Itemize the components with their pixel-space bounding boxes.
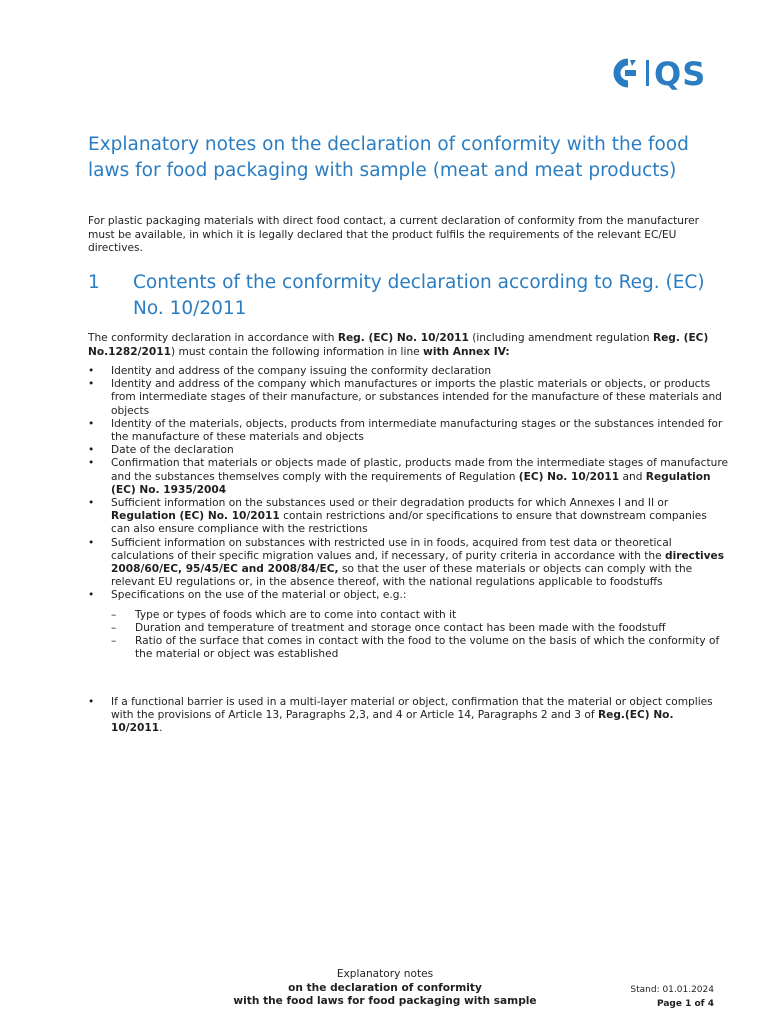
list-item: • Specifications on the use of the material or object, e.g.: – Type or types of foods which are to come into contact with it – Duration and temperature of treatment and storage once contact has been made with the foodstuff – Ratio of the surface that comes in contact with the food to the volume on the basis of which the conformity of the material or object was established <box>88 589 728 661</box>
list-item: • Sufficient information on substances with restricted use in in foods, acquired from test data or theoretical calculations of their specific migration values and, if necessary, of purity criteria in accordance with the directives 2008/60/EC, 95/45/EC and 2008/84/EC, so that the user of these materials or objects can comply with the relevant EU regulations or, in the absence thereof, with the national regulations applicable to foodstuffs <box>88 536 725 589</box>
list-item: • Confirmation that materials or objects made of plastic, products made from the intermediate stages of manufacture and the substances themselves comply with the requirements of Regulation (EC) No. 10/2011 and Regulation (EC) No. 1935/2004 <box>88 457 728 496</box>
footer-stand-date: Stand: 01.01.2024 <box>630 985 714 995</box>
intro-paragraph: For plastic packaging materials with direct food contact, a current declaration of conformity from the manufacturer must be available, in which it is legally declared that the product fulfils the requirements of the relevant EC/EU directives. <box>88 215 700 255</box>
list-item: • Sufficient information on the substances used or their degradation products for which Annexes I and II or Regulation (EC) No. 10/2011 contain restrictions and/or specifications to ensure that downstream companies can also ensure compliance with the restrictions <box>88 497 707 536</box>
list-item: • Identity and address of the company which manufactures or imports the plastic materials or objects, or products from intermediate stages of their manufacture, or substances intended for the manufacture of these materials and objects <box>88 378 722 417</box>
qs-logo-mark-icon <box>617 60 636 84</box>
section-title: Contents of the conformity declaration according to Reg. (EC) No. 10/2011 <box>133 272 705 319</box>
footer-line-2: on the declaration of conformity <box>288 981 482 994</box>
list-item: • Identity and address of the company issuing the conformity declaration <box>88 365 492 377</box>
footer-line-1: Explanatory notes <box>336 968 434 980</box>
functional-barrier-list <box>88 696 728 736</box>
list-item: • Identity of the materials, objects, products from intermediate manufacturing stages or the substances intended for the manufacture of these materials and objects <box>88 417 723 444</box>
list-item: • If a functional barrier is used in a multi-layer material or object, confirmation that the material or object complies with the provisions of Article 13, Paragraphs 2,3, and 4 or Article 14, Paragraphs 2 and 3 of Reg.(EC) No. 10/2011. <box>88 696 713 735</box>
requirements-list <box>88 365 728 671</box>
footer-line-3: with the food laws for food packaging with sample <box>233 995 537 1008</box>
list-item: • Date of the declaration <box>88 444 234 457</box>
sub-list-item: – Ratio of the surface that comes in contact with the food to the volume on the basis of which the conformity of the material or object was established <box>111 635 720 661</box>
qs-logo-divider <box>646 60 649 86</box>
document-title: Explanatory notes on the declaration of conformity with the food laws for food packaging with sample (meat and meat products) <box>88 134 689 181</box>
footer-title <box>200 968 570 1009</box>
sub-list-item: – Type or types of foods which are to come into contact with it <box>111 608 457 621</box>
section-intro-paragraph: The conformity declaration in accordance with Reg. (EC) No. 10/2011 (including amendment regulation Reg. (EC) No.1282/2011) must contain the following information in line with Annex IV: <box>88 332 709 358</box>
qs-logo <box>610 56 716 90</box>
footer-meta <box>590 983 714 1011</box>
usage-sublist <box>111 609 728 662</box>
sub-list-item: – Duration and temperature of treatment and storage once contact has been made with the foodstuff <box>111 621 666 634</box>
page-number: Page 1 of 4 <box>657 999 714 1009</box>
section-number: 1 <box>88 272 100 293</box>
qs-logo-text: QS <box>654 56 707 90</box>
